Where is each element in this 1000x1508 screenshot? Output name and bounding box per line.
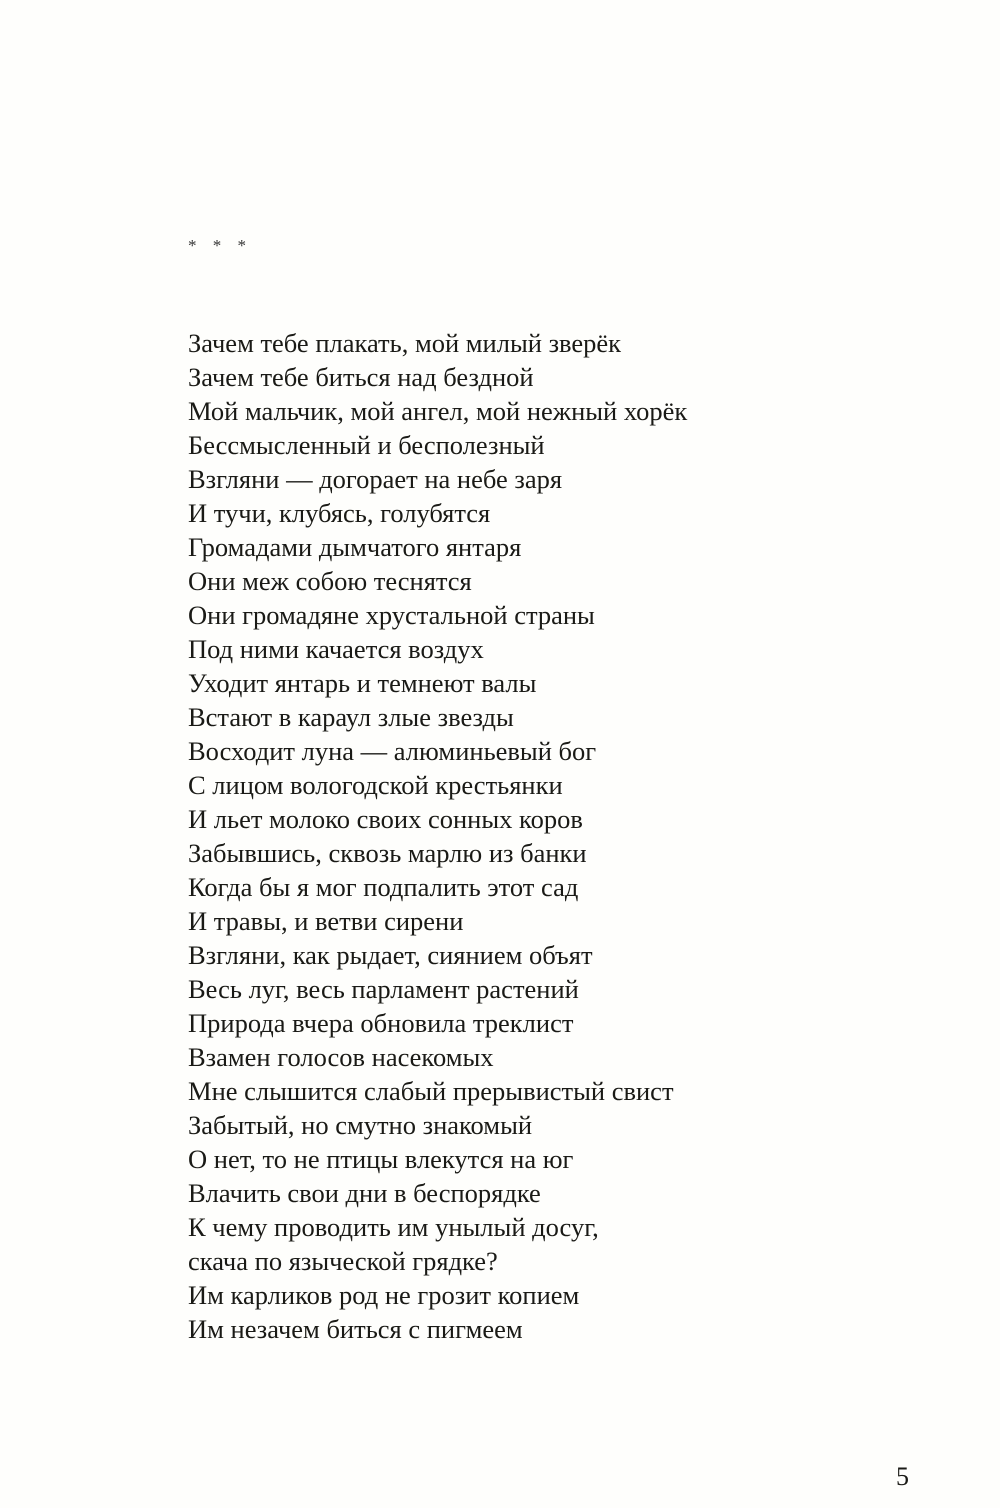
poem-line: Природа вчера обновила треклист [188,1008,574,1039]
poem-line: Они меж собою теснятся [188,566,472,597]
poem-line: Бессмысленный и бесполезный [188,430,545,461]
poem-line: С лицом вологодской крестьянки [188,770,563,801]
poem-line: Мой мальчик, мой ангел, мой нежный хорёк [188,396,688,427]
poem-line: Под ними качается воздух [188,634,484,665]
poem [188,326,687,1346]
poem-line: Уходит янтарь и темнеют валы [188,668,537,699]
poem-line: Им карликов род не грозит копием [188,1280,580,1311]
poem-line: Весь луг, весь парламент растений [188,974,579,1005]
poem-line: Зачем тебе плакать, мой милый зверёк [188,328,622,358]
poem-line: Громадами дымчатого янтаря [188,532,522,563]
poem-line: Забытый, но смутно знакомый [188,1110,533,1141]
poem-line: Восходит луна — алюминьевый бог [188,736,597,767]
poem-line: скача по языческой грядке? [188,1246,498,1277]
poem-line: Им незачем биться с пигмеем [188,1314,523,1345]
poem-line: Взгляни, как рыдает, сиянием объят [188,940,593,971]
poem-line: Взгляни — догорает на небе заря [188,464,563,495]
poem-line: Когда бы я мог подпалить этот сад [188,872,579,903]
poem-line: И тучи, клубясь, голубятся [188,498,491,529]
poem-line: Влачить свои дни в беспорядке [188,1178,541,1209]
poem-line: Они громадяне хрустальной страны [188,600,595,631]
poem-line: Мне слышится слабый прерывистый свист [188,1076,674,1107]
poem-line: И льет молоко своих сонных коров [188,804,583,835]
poem-line: К чему проводить им унылый досуг, [188,1212,599,1243]
section-separator: * * * [188,236,252,255]
poem-line: И травы, и ветви сирени [188,906,464,937]
page-number: 5 [896,1462,909,1491]
poem-line: О нет, то не птицы влекутся на юг [188,1144,574,1175]
poem-line: Взамен голосов насекомых [188,1042,494,1073]
poem-line: Забывшись, сквозь марлю из банки [188,838,587,869]
poem-line: Зачем тебе биться над бездной [188,362,534,393]
poem-line: Встают в караул злые звезды [188,702,514,733]
